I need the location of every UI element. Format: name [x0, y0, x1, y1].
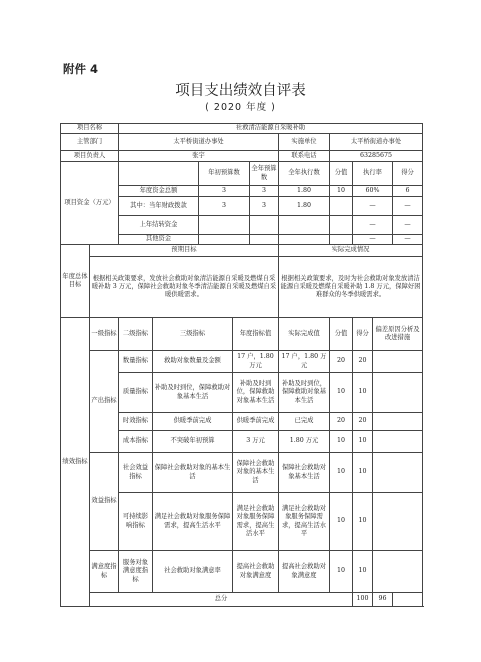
attachment-label: 附件 4: [63, 62, 99, 76]
funds-row-score-value: 10: [330, 186, 353, 197]
goals-actual-text: 根据相关政策要求，及时为社会救助对象发放清洁能源自采暖及燃煤自采暖补助 1.8 万元，保障好困难群众的冬季供暖需求。: [279, 257, 423, 318]
indicator-reason: [373, 373, 423, 413]
unit-value: 太平桥街道办事处: [330, 134, 423, 151]
indicator-target: 补助及时到位，保障救助对象基本生活: [233, 373, 279, 413]
page-title: 项目支出绩效自评表: [175, 83, 306, 99]
indicator-level1: 效益指标: [90, 453, 119, 551]
indicator-score: 10: [353, 431, 373, 453]
indicator-level3: 补助及时到位，保障救助对象基本生活: [153, 373, 233, 413]
owner-label: 项目负责人: [61, 151, 119, 162]
indicator-score: 10: [353, 453, 373, 493]
indicator-reason: [373, 431, 423, 453]
indicator-reason: [373, 413, 423, 431]
indicator-score-value: 10: [330, 453, 353, 493]
indicator-score: 20: [353, 413, 373, 431]
funds-row-label: 上年结转资金: [119, 216, 199, 235]
indicator-target: 17 户，1.80 万元: [233, 351, 279, 373]
indicator-level2: 社会效益指标: [119, 453, 153, 493]
funds-row-score-value: [330, 235, 353, 245]
total-score-value: 100: [353, 593, 373, 607]
unit-label: 实施单位: [279, 134, 330, 151]
project-name: 社救清洁能源自采暖补助: [119, 124, 423, 134]
indicator-target: 供暖季前完成: [233, 413, 279, 431]
indicators-header-score: 得分: [353, 318, 373, 351]
indicator-level1: 满意度指标: [90, 551, 119, 593]
indicators-header-reason: 偏差原因分析及改进措施: [373, 318, 423, 351]
indicator-target: 3 万元: [233, 431, 279, 453]
funds-header-exec-rate: 执行率: [353, 162, 393, 186]
indicators-header-actual: 实际完成值: [279, 318, 330, 351]
indicators-header-target: 年度指标值: [233, 318, 279, 351]
indicator-reason: [373, 453, 423, 493]
indicators-section-label: 绩效指标: [61, 318, 90, 607]
funds-row-initial: 3: [199, 186, 250, 197]
funds-row-initial: 3: [199, 197, 250, 216]
dept-value: 太平桥街道办事处: [119, 134, 279, 151]
indicators-header-level2: 二级指标: [119, 318, 153, 351]
indicator-level3: 救助对象数量及金额: [153, 351, 233, 373]
funds-row-initial: [199, 216, 250, 235]
indicator-level2: 数量指标: [119, 351, 153, 373]
goals-section-label: 年度总体目标: [61, 245, 90, 318]
funds-header-score: 得分: [393, 162, 423, 186]
indicator-level2: 时效指标: [119, 413, 153, 431]
phone-value: 63285675: [330, 151, 423, 162]
funds-row-score-value: [330, 197, 353, 216]
funds-row-full: 3: [250, 186, 279, 197]
indicator-level3: 保障社会救助对象的基本生活: [153, 453, 233, 493]
indicator-score-value: 10: [330, 551, 353, 593]
goals-expected-header: 预期目标: [90, 245, 279, 257]
funds-row-rate: —: [353, 235, 393, 245]
funds-row-full: 3: [250, 197, 279, 216]
funds-row-score-value: [330, 216, 353, 235]
indicator-level2: 成本指标: [119, 431, 153, 453]
indicator-actual: 满足社会救助对象服务保障需求，提高生活水平: [279, 493, 330, 551]
indicator-actual: 1.80 万元: [279, 431, 330, 453]
indicator-actual: 补助及时到位，保障救助对象基本生活: [279, 373, 330, 413]
indicator-reason: [373, 351, 423, 373]
indicator-target: 满足社会救助对象服务保障需求，提高生活水平: [233, 493, 279, 551]
indicator-level3: 满足社会救助对象服务保障需求，提高生活水平: [153, 493, 233, 551]
total-score: 96: [373, 593, 393, 607]
funds-header-initial-budget: 年初预算数: [199, 162, 250, 186]
funds-row-full: [250, 216, 279, 235]
indicator-reason: [373, 493, 423, 551]
report-year: ( 2020 年度 ): [205, 102, 276, 113]
project-name-label: 项目名称: [61, 124, 119, 134]
indicator-target: 提高社会救助对象满意度: [233, 551, 279, 593]
total-label: 总分: [90, 593, 353, 607]
indicator-score: 20: [353, 351, 373, 373]
indicator-level3: 供暖季前完成: [153, 413, 233, 431]
funds-row-label: 其他资金: [119, 235, 199, 245]
funds-row-score: —: [393, 197, 423, 216]
goals-actual-header: 实际完成情况: [279, 245, 423, 257]
funds-header-score-value: 分值: [330, 162, 353, 186]
funds-header-full-year-budget: 全年预算数: [250, 162, 279, 186]
indicator-score-value: 20: [330, 351, 353, 373]
indicators-header-score-value: 分值: [330, 318, 353, 351]
indicator-score-value: 10: [330, 493, 353, 551]
phone-label: 联系电话: [279, 151, 330, 162]
indicator-actual: 17 户，1.80 万元: [279, 351, 330, 373]
indicators-header-level1: 一级指标: [90, 318, 119, 351]
funds-row-rate: —: [353, 197, 393, 216]
funds-row-full: [250, 235, 279, 245]
funds-row-executed: [279, 235, 330, 245]
indicator-level2: 可持续影响指标: [119, 493, 153, 551]
indicator-score: 10: [353, 493, 373, 551]
funds-row-score: —: [393, 216, 423, 235]
indicator-reason: [373, 551, 423, 593]
indicator-level2: 质量指标: [119, 373, 153, 413]
funds-row-label: 其中：当年财政拨款: [119, 197, 199, 216]
funds-row-rate: —: [353, 216, 393, 235]
indicator-actual: 已完成: [279, 413, 330, 431]
indicators-header-level3: 三级指标: [153, 318, 233, 351]
indicator-score-value: 10: [330, 431, 353, 453]
goals-expected-text: 根据相关政策要求，发放社会救助对象清洁能源自采暖及燃煤自采暖补助 3 万元，保障社会救助对象冬季清洁能源自采暖及燃煤自采暖供暖需求。: [90, 257, 279, 318]
indicator-level3: 不突破年初预算: [153, 431, 233, 453]
indicator-target: 保障社会救助对象的基本生活: [233, 453, 279, 493]
self-evaluation-table: [60, 123, 423, 607]
funds-row-executed: 1.80: [279, 186, 330, 197]
indicator-level2: 服务对象满意度指标: [119, 551, 153, 593]
owner-value: 张宇: [119, 151, 279, 162]
funds-header-executed: 全年执行数: [279, 162, 330, 186]
funds-row-score: —: [393, 235, 423, 245]
indicator-score-value: 10: [330, 373, 353, 413]
funds-section-label: 项目资金（万元）: [61, 162, 119, 245]
funds-row-score: 6: [393, 186, 423, 197]
indicator-actual: 提高社会救助对象满意度: [279, 551, 330, 593]
funds-row-executed: 1.80: [279, 197, 330, 216]
indicator-score-value: 20: [330, 413, 353, 431]
indicator-actual: 保障社会救助对象基本生活: [279, 453, 330, 493]
indicator-level3: 社会救助对象满意率: [153, 551, 233, 593]
funds-row-initial: [199, 235, 250, 245]
funds-row-rate: 60%: [353, 186, 393, 197]
indicator-level1: 产出指标: [90, 351, 119, 453]
indicator-score: 10: [353, 551, 373, 593]
funds-row-executed: [279, 216, 330, 235]
funds-row-label: 年度资金总额: [119, 186, 199, 197]
indicator-score: 10: [353, 373, 373, 413]
dept-label: 主管部门: [61, 134, 119, 151]
